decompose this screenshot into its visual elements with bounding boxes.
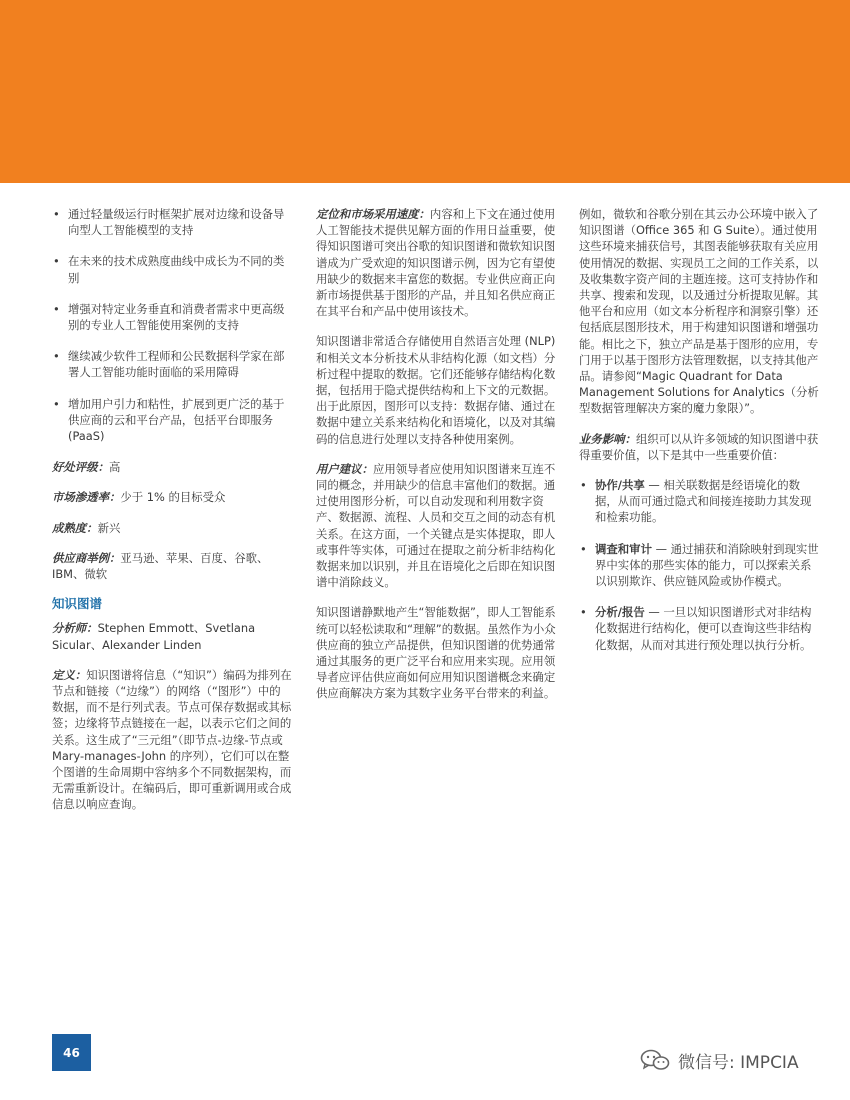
- bullet-term: 协作/共享: [595, 478, 645, 493]
- column-left: [52, 206, 292, 827]
- adoption-speed-label: 定位和市场采用速度：: [316, 207, 430, 221]
- feature-bullet-list: [52, 206, 292, 444]
- column-middle: [316, 206, 556, 716]
- bullet-text: — 一旦以知识图谱形式对非结构化数据进行结构化，便可以查询这些非结构化数据，从而对其进行预处理以执行分析。: [595, 605, 812, 652]
- impact-bullet-list: [579, 477, 821, 653]
- market-penetration: [52, 489, 292, 505]
- definition-label: 定义：: [52, 667, 87, 682]
- column-right: [579, 206, 821, 668]
- user-advice-label: 用户建议：: [316, 461, 373, 476]
- business-impact-value: 组织可以从许多领域的知识图谱中获得重要价值，以下是其中一些重要价值：: [579, 431, 819, 462]
- definition: [52, 667, 292, 813]
- bullet-item: • 继续减少软件工程师和公民数据科学家在部署人工智能功能时面临的采用障碍: [52, 348, 292, 380]
- maturity: [52, 520, 292, 536]
- wechat-icon: [640, 1048, 670, 1072]
- analysts-value: Stephen Emmott、Svetlana Sicular、Alexander Linden: [52, 621, 256, 652]
- user-advice: [316, 461, 556, 591]
- bullet-text: — 相关联数据是经语境化的数据，从而可通过隐式和间接连接助力其发现和检索功能。: [595, 478, 812, 525]
- body-paragraph: 知识图谱非常适合存储使用自然语言处理 (NLP) 和相关文本分析技术从非结构化源（如文档）分析过程中提取的数据。它们还能够存储结构化数据，包括用于隐式提供结构和上下文的元数据。出于此原因，图形可以支持：数据存储、通过在数据中建立关系来结构化和语境化，以及对其编码的信息进行处理以支持各种使用案例。: [316, 334, 556, 446]
- body-paragraph: 知识图谱静默地产生“智能数据”，即人工智能系统可以轻松读取和“理解”的数据。虽然作为小众供应商的独立产品提供，但知识图谱的优势通常通过其服务的更广泛平台和应用来实现。应用领导者应评估供应商如何应用知识图谱概念来确定供应商解决方案为其数字业务平台带来的利益。: [316, 605, 556, 701]
- analysts-label: 分析师：: [52, 621, 98, 636]
- maturity-value: 新兴: [97, 520, 121, 535]
- section-heading: 知识图谱: [52, 596, 103, 612]
- header-banner: [0, 0, 850, 183]
- sample-vendors: [52, 550, 292, 582]
- sample-vendors-value: 亚马逊、苹果、百度、谷歌、IBM、微软: [52, 550, 269, 582]
- bullet-term: 调查和审计: [595, 541, 652, 556]
- bullet-item: [579, 541, 821, 590]
- user-advice-value: 应用领导者应使用知识图谱来互连不同的概念，并用缺少的信息丰富他们的数据。通过使用图形分析，可以自动发现和利用数字资产、数据源、流程、人员和交互之间的动态有机关系。在这方面，一个关键点是实体提取，即人或事件等实体，可通过在提取之前分析非结构化数据来加以识别，并且在语境化之后即在知识图谱中消除歧义。: [316, 461, 556, 590]
- market-penetration-value: 少于 1% 的目标受众: [120, 490, 226, 505]
- watermark-text: 微信号: IMPCIA: [678, 1052, 799, 1073]
- adoption-speed-value: 内容和上下文在通过使用人工智能技术提供见解方面的作用日益重要，使得知识图谱可突出谷歌的知识图谱和微软知识图谱成为广受欢迎的知识图谱示例，因为它有望使用缺少的数据来丰富您的数据。专业供应商正向新市场提供基于图形的产品，并且知名供应商正在其平台和产品中使用该技术。: [316, 207, 556, 319]
- analysts: [52, 620, 292, 652]
- bullet-item: • 通过轻量级运行时框架扩展对边缘和设备导向型人工智能模型的支持: [52, 206, 292, 238]
- benefit-rating-value: 高: [108, 460, 121, 475]
- sample-vendors-label: 供应商举例：: [52, 550, 121, 565]
- page-number: 46: [52, 1034, 91, 1071]
- benefit-rating-label: 好处评级：: [52, 460, 109, 475]
- business-impact: [579, 431, 821, 463]
- bullet-text: — 通过捕获和消除映射到现实世界中实体的那些实体的能力，可以探索关系以识别欺诈、供应链风险或协作模式。: [595, 541, 819, 589]
- bullet-item: [579, 604, 821, 653]
- bullet-item: • 增强对特定业务垂直和消费者需求中更高级别的专业人工智能使用案例的支持: [52, 301, 292, 333]
- wechat-watermark: [640, 1046, 799, 1074]
- bullet-item: • 在未来的技术成熟度曲线中成长为不同的类别: [52, 253, 292, 285]
- business-impact-label: 业务影响：: [579, 431, 636, 446]
- market-penetration-label: 市场渗透率：: [52, 490, 121, 505]
- body-paragraph: 例如，微软和谷歌分别在其云办公环境中嵌入了知识图谱（Office 365 和 G Suite）。通过使用这些环境来捕获信号，其图表能够获取有关应用使用情况的数据、实现员工之间的工作关系，以及收集数字资产间的主题连接。这可支持协作和共享、搜索和发现，以及通过分析提取见解。其他平台和应用（如文本分析程序和洞察引擎）还包括底层图形技术，用于构建知识图谱和增强功能。相比之下，独立产品是基于图形的应用，专门用于以基于图形方法管理数据，以支持其他产品。请参阅“Magic Quadrant for Data Management Solutions for Analytics（分析型数据管理解决方案的魔力象限）”。: [579, 207, 819, 416]
- bullet-item: [579, 477, 821, 526]
- definition-value: 知识图谱将信息（“知识”）编码为排列在节点和链接（“边缘”）的网络（“图形”）中的数据，而不是行列式表。节点可保存数据或其标签；边缘将节点链接在一起，以表示它们之间的关系。这生成了“三元组”（即节点-边缘-节点或 Mary-manages-John 的序列），它们可以在整个图谱的生命周期中容纳多个不同数据架构，而无需重新设计。在编码后，即可重新调用或合成信息以响应查询。: [52, 667, 292, 812]
- bullet-item: • 增加用户引力和粘性，扩展到更广泛的基于供应商的云和平台产品，包括平台即服务 (PaaS): [52, 396, 292, 445]
- adoption-speed: [316, 206, 556, 319]
- maturity-label: 成熟度：: [52, 520, 98, 535]
- bullet-term: 分析/报告: [595, 605, 645, 620]
- benefit-rating: [52, 459, 292, 475]
